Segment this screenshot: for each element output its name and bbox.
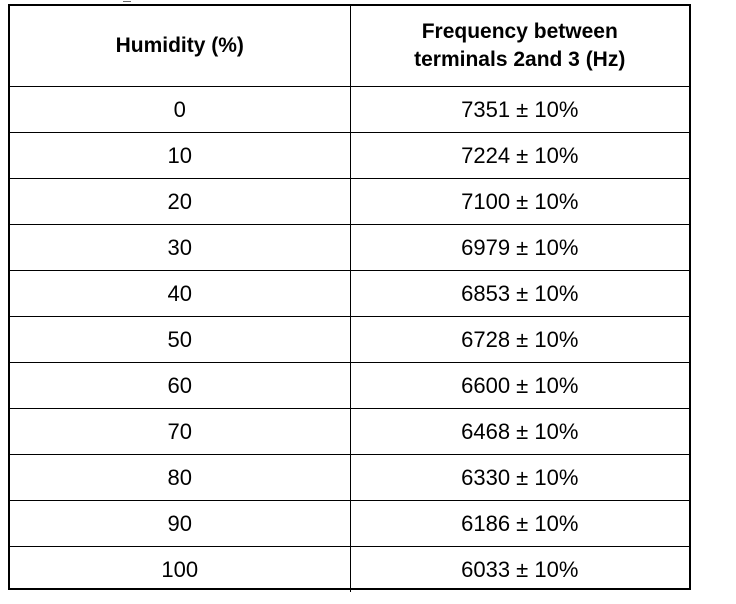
table-row: [10, 87, 689, 133]
humidity-frequency-table: [10, 6, 689, 592]
table-row: [10, 501, 689, 547]
table-row: [10, 133, 689, 179]
humidity-cell: 80: [10, 455, 350, 501]
humidity-cell: 60: [10, 363, 350, 409]
scan-mark: [123, 1, 131, 2]
frequency-cell: 6853 ± 10%: [350, 271, 689, 317]
humidity-cell: 30: [10, 225, 350, 271]
humidity-column-header: Humidity (%): [10, 6, 350, 87]
frequency-cell: 7351 ± 10%: [350, 87, 689, 133]
humidity-cell: 50: [10, 317, 350, 363]
frequency-header-line-2: terminals 2and 3 (Hz): [414, 48, 626, 71]
table-row: [10, 271, 689, 317]
humidity-cell: 20: [10, 179, 350, 225]
humidity-cell: 40: [10, 271, 350, 317]
frequency-cell: 6186 ± 10%: [350, 501, 689, 547]
table-row: [10, 179, 689, 225]
table-row: [10, 317, 689, 363]
table-row: [10, 547, 689, 593]
table-header: [10, 6, 689, 87]
humidity-cell: 70: [10, 409, 350, 455]
humidity-cell: 90: [10, 501, 350, 547]
frequency-header-line-1: Frequency between: [421, 20, 618, 43]
table-body: [10, 87, 689, 593]
humidity-cell: 0: [10, 87, 350, 133]
frequency-cell: 6728 ± 10%: [350, 317, 689, 363]
frequency-cell: 6330 ± 10%: [350, 455, 689, 501]
table-row: [10, 409, 689, 455]
header-row: [10, 6, 689, 87]
humidity-cell: 10: [10, 133, 350, 179]
frequency-cell: 6468 ± 10%: [350, 409, 689, 455]
frequency-cell: 6033 ± 10%: [350, 547, 689, 593]
humidity-cell: 100: [10, 547, 350, 593]
frequency-cell: 7224 ± 10%: [350, 133, 689, 179]
table-row: [10, 455, 689, 501]
table-row: [10, 363, 689, 409]
frequency-cell: 6979 ± 10%: [350, 225, 689, 271]
table-row: [10, 225, 689, 271]
frequency-column-header: [350, 6, 689, 87]
humidity-frequency-table-container: [8, 4, 691, 590]
frequency-cell: 7100 ± 10%: [350, 179, 689, 225]
frequency-cell: 6600 ± 10%: [350, 363, 689, 409]
